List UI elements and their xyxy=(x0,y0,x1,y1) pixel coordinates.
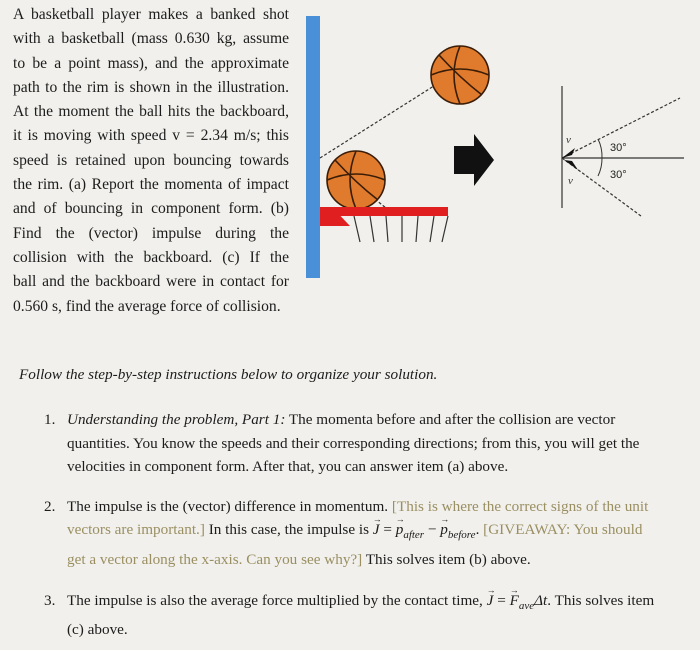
velocity-diagram xyxy=(562,86,684,216)
basketball-lower xyxy=(327,151,385,209)
step-text: The momenta before and after the collision are vector quantities. You know the speeds and their corresponding directions; from this, you will get the velocities in component form. After that, you can answer item (a) above. xyxy=(67,411,640,476)
problem-line: ball and the backboard were in contact for xyxy=(13,273,289,291)
step-hint: [This is where the correct signs of the unit vectors are important.] xyxy=(67,497,649,539)
step-text: This solves item (b) above. xyxy=(362,551,531,568)
hoop-rim xyxy=(320,207,448,226)
problem-line: speed is retained upon bouncing towards xyxy=(13,151,289,169)
problem-line: the rim. (a) Report the momenta of impact xyxy=(13,176,289,194)
step-hint: [GIVEAWAY: You should get a vector along the x-axis. Can you see why?] xyxy=(67,521,643,568)
subscript-ave: ave xyxy=(518,599,535,612)
problem-line: with a basketball (mass 0.630 kg, assume xyxy=(13,30,289,48)
force-symbol: → F xyxy=(510,589,519,613)
steps-list xyxy=(0,408,690,642)
impulse-symbol: → J xyxy=(373,518,380,542)
subscript-after: after xyxy=(403,529,425,542)
step-text: In this case, the impulse is xyxy=(204,521,373,539)
backboard xyxy=(306,16,320,278)
instructions: Follow the step-by-step instructions below to organize your solution. xyxy=(19,366,438,383)
problem-line: Find the (vector) impulse during the xyxy=(13,224,289,242)
angle-label-top: 30° xyxy=(610,142,627,154)
momentum-symbol: → p xyxy=(396,518,404,542)
step-3 xyxy=(0,589,690,642)
angle-arc-top xyxy=(598,139,602,158)
problem-line: path to the rim is shown in the illustration. xyxy=(13,78,289,96)
step-number: 1. xyxy=(44,411,56,428)
delta-t: Δt xyxy=(534,591,548,609)
step-number: 3. xyxy=(44,591,56,609)
basketball-upper xyxy=(431,46,489,104)
problem-line: collision with the backboard. (c) If the xyxy=(13,248,289,266)
angle-arc-bottom xyxy=(598,158,602,176)
step-text: . This solves item (c) above. xyxy=(67,591,655,639)
step-lead: Understanding the problem, Part 1: xyxy=(67,411,286,428)
basketball-illustration xyxy=(296,8,696,298)
step-2 xyxy=(0,495,690,572)
step-text: The impulse is the (vector) difference in momentum. xyxy=(67,497,392,515)
step-1 xyxy=(0,408,690,479)
velocity-label-top: v xyxy=(566,134,571,146)
problem-statement xyxy=(13,3,289,319)
problem-line: 0.560 s, find the average force of collision. xyxy=(13,297,281,315)
subscript-before: before xyxy=(447,529,476,542)
hoop-net xyxy=(354,216,448,242)
problem-line: it is moving with speed v = 2.34 m/s; this xyxy=(13,127,289,145)
equals-sign: = xyxy=(379,521,396,539)
problem-line: and of bouncing in component form. (b) xyxy=(13,200,289,218)
momentum-symbol: → p xyxy=(440,518,448,542)
problem-line: At the moment the ball hits the backboard, xyxy=(13,103,289,121)
period: . xyxy=(475,521,484,539)
angle-label-bottom: 30° xyxy=(610,169,627,181)
step-number: 2. xyxy=(44,497,56,515)
minus-sign: − xyxy=(424,521,441,539)
velocity-label-bottom: v xyxy=(568,175,573,187)
problem-line: to be a point mass), and the approximate xyxy=(13,54,289,72)
impulse-symbol: → J xyxy=(487,589,494,613)
equals-sign: = xyxy=(493,591,510,609)
problem-line: A basketball player makes a banked shot xyxy=(13,6,289,23)
arrow-right-icon xyxy=(454,134,494,186)
step-text: The impulse is also the average force multiplied by the contact time, xyxy=(67,591,487,609)
